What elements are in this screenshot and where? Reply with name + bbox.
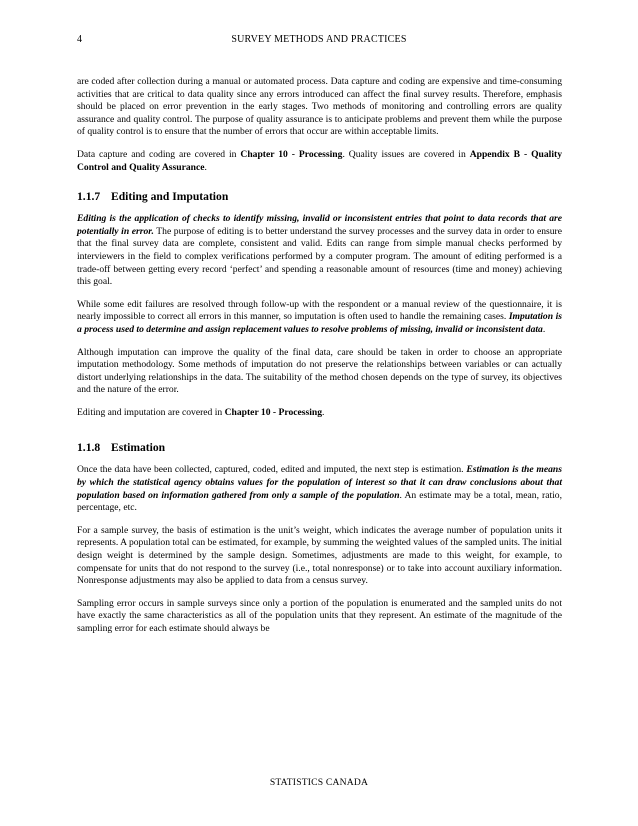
section-heading-editing: [77, 190, 562, 204]
paragraph-sampling-error: Sampling error occurs in sample surveys since only a portion of the population is enumerated and the sampled units do not have exactly the same characteristics as all of the population units that they represent. An estimate of the magnitude of the sampling error for each estimate should always be: [77, 597, 562, 634]
section-number: 1.1.8: [77, 441, 101, 455]
paragraph-weights: For a sample survey, the basis of estimation is the unit’s weight, which indicates the average number of population units it represents. A population total can be estimated, for example, by summing the weighted values of the sampled units. The initial design weight is determined by the sample design. Sometimes, adjustments are made to this weight, for example, to compensate for units that do not respond to the survey (i.e., total nonresponse) or to take into account auxiliary information. Nonresponse adjustments may also be applied to data from a census survey.: [77, 524, 562, 587]
paragraph-editing-definition: [77, 213, 562, 289]
text-run: While some edit failures are resolved through follow-up with the respondent or a manual review of the questionnaire, it is nearly impossible to correct all errors in this manner, so imputation is often used to handle the remaining cases.: [77, 298, 562, 323]
text-run: Data capture and coding are covered in: [77, 148, 241, 160]
paragraph-coding-quality: are coded after collection during a manual or automated process. Data capture and coding are expensive and time-consuming activities that are critical to data quality since any errors introduced can affect the final survey results. Therefore, emphasis should be placed on error prevention in the early stages. Two methods of monitoring and controlling errors are quality assurance and quality control. The purpose of quality assurance is to anticipate problems and prevent them while the purpose of quality control is to ensure that the number of errors that occur are within acceptable limits.: [77, 76, 562, 138]
editing-definition: Editing is the application of checks to identify missing, invalid or inconsistent entries that point to data records that are potentially in error.: [77, 213, 562, 237]
chapter-reference: Chapter 10 - Processing: [240, 148, 343, 160]
chapter-reference: Chapter 10 - Processing: [224, 406, 323, 418]
section-title: Editing and Imputation: [111, 190, 229, 204]
text-run: .: [322, 406, 325, 418]
section-heading-estimation: [77, 441, 562, 455]
paragraph-editing-reference: [77, 407, 562, 420]
text-run: Once the data have been collected, captured, coded, edited and imputed, the next step is estimation.: [77, 464, 467, 476]
text-run: . Quality issues are covered in: [342, 148, 470, 160]
paragraph-estimation-definition: [77, 464, 562, 514]
text-run: Editing and imputation are covered in: [77, 406, 225, 418]
page-number: 4: [77, 34, 83, 45]
text-run: .: [542, 323, 546, 335]
paragraph-coverage-references: [77, 149, 562, 174]
text-run: The purpose of editing is to better understand the survey processes and the survey data in order to ensure that the final survey data are complete, consistent and valid. Edits can range from simple manual checks performed by interviewers in the field to complex verifications performed by a computer program. The amount of editing performed is a trade-off between getting every record ‘perfect’ and spending a reasonable amount of resources (time and money) achieving this goal.: [77, 225, 562, 288]
paragraph-imputation-definition: [77, 299, 562, 337]
section-title: Estimation: [111, 441, 166, 455]
text-run: . An estimate may be a total, mean, ratio, percentage, etc.: [77, 489, 562, 514]
imputation-definition: Imputation is a process used to determine and assign replacement values to resolve problems of missing, invalid or inconsistent data: [77, 311, 562, 335]
section-number: 1.1.7: [77, 190, 101, 204]
page-content: [77, 76, 562, 646]
appendix-reference: Appendix B - Quality Control and Quality Assurance: [77, 148, 563, 173]
running-title: SURVEY METHODS AND PRACTICES: [231, 34, 407, 45]
estimation-definition: Estimation is the means by which the statistical agency obtains values for the population of interest so that it can draw conclusions about that population based on information gathered from only a sample of the population: [77, 464, 562, 501]
page-footer: STATISTICS CANADA: [269, 777, 369, 788]
paragraph-imputation-care: Although imputation can improve the quality of the final data, care should be taken in order to choose an appropriate imputation methodology. Some methods of imputation do not preserve the relationships between variables or can actually distort underlying relationships in the data. The suitability of the method chosen depends on the type of survey, its objectives and the nature of the error.: [77, 346, 562, 396]
text-run: .: [204, 161, 207, 173]
